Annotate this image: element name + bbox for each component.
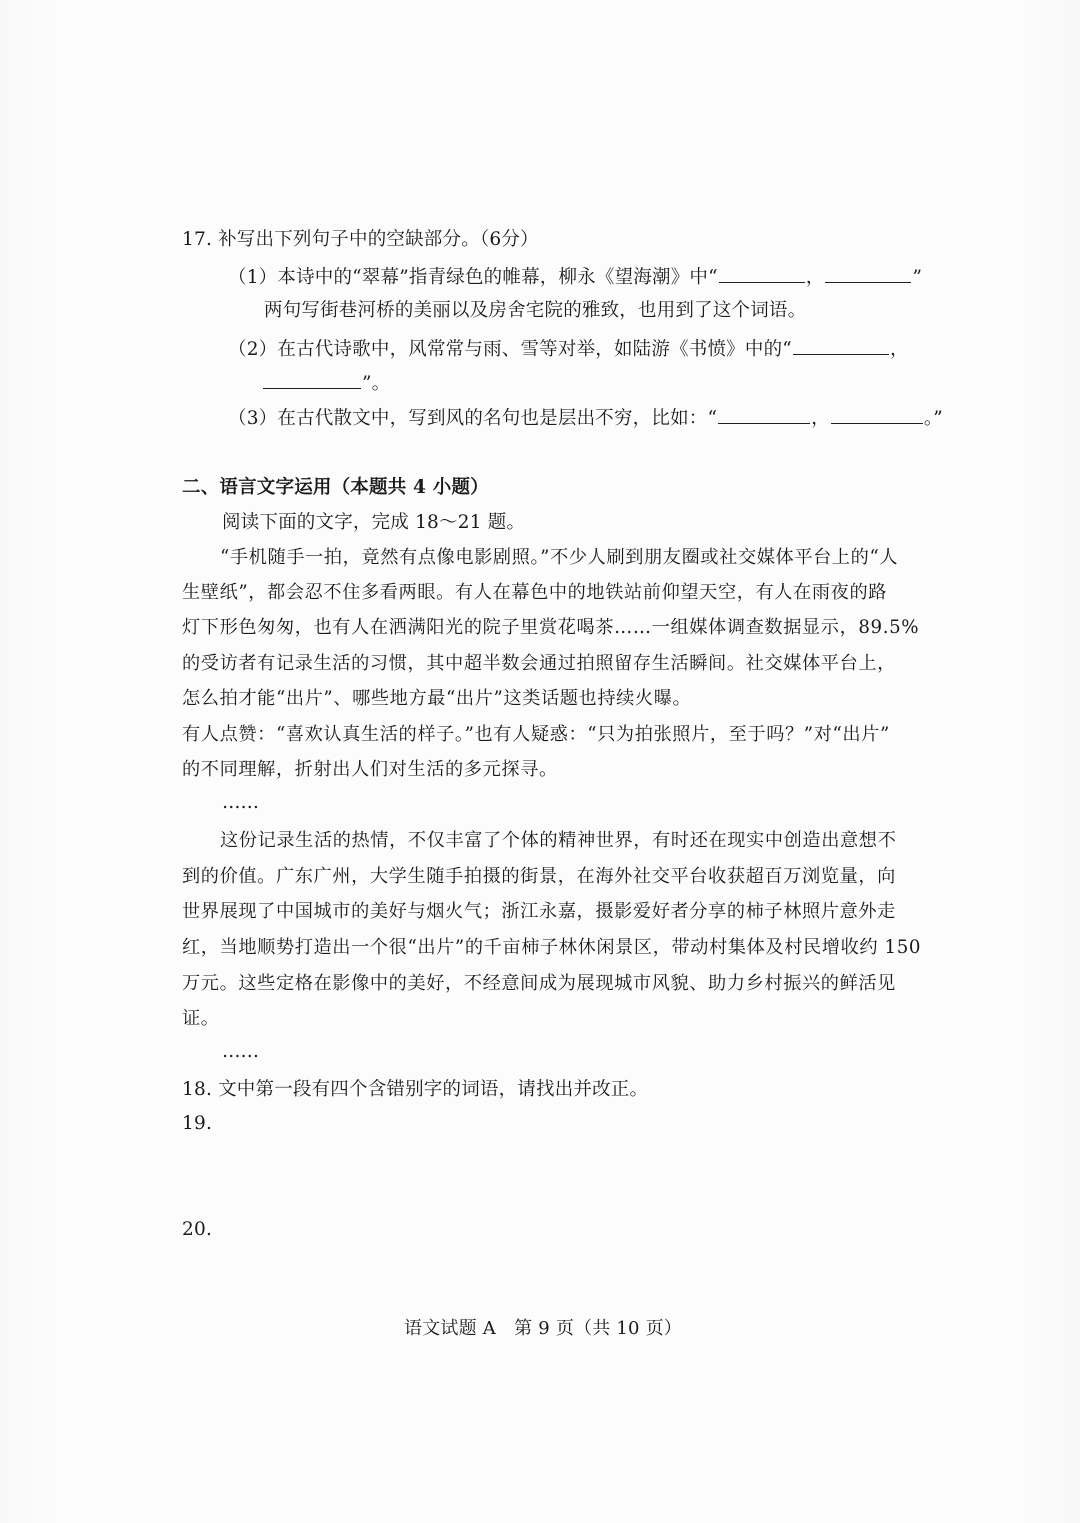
passage-line: 这份记录生活的热情，不仅丰富了个体的精神世界，有时还在现实中创造出意想不 — [220, 830, 897, 851]
close-quote: ” — [912, 267, 923, 288]
answer-blank[interactable] — [719, 264, 805, 283]
passage-line: 到的价值。广东广州，大学生随手拍摄的街景，在海外社交平台收获超百万浏览量，向 — [182, 866, 896, 887]
passage-line: 的不同理解，折射出人们对生活的多元探寻。 — [182, 759, 558, 780]
q17-item3-text: （3）在古代散文中，写到风的名句也是层出不穷，比如：“ — [228, 408, 718, 429]
passage-line: “手机随手一拍，竟然有点像电影剧照。”不少人刷到朋友圈或社交媒体平台上的“人 — [220, 547, 899, 568]
passage-line: 证。 — [182, 1008, 220, 1029]
ellipsis: …… — [222, 1041, 259, 1062]
q17-item2-line1 — [228, 336, 909, 363]
close-quote: 。” — [923, 408, 943, 429]
passage-line: 怎么拍才能“出片”、哪些地方最“出片”这类话题也持续火曝。 — [182, 688, 692, 709]
close-quote: ”。 — [362, 373, 391, 394]
section-heading: 二、语言文字运用（本题共 4 小题） — [182, 477, 489, 498]
q20-number: 20. — [182, 1219, 213, 1240]
page-footer: 语文试题 A 第 9 页（共 10 页） — [404, 1318, 682, 1339]
answer-blank[interactable] — [825, 264, 911, 283]
passage-line: 红，当地顺势打造出一个很“出片”的千亩柿子林休闲景区，带动村集体及村民增收约 150 — [182, 937, 922, 958]
passage-line: 的受访者有记录生活的习惯，其中超半数会通过拍照留存生活瞬间。社交媒体平台上， — [182, 653, 896, 674]
section-instruction: 阅读下面的文字，完成 18～21 题。 — [222, 512, 526, 533]
comma: ， — [805, 267, 825, 288]
q17-item2-text: （2）在古代诗歌中，风常常与雨、雪等对举，如陆游《书愤》中的“ — [228, 339, 792, 360]
comma: ， — [889, 339, 909, 360]
passage-line: 万元。这些定格在影像中的美好，不经意间成为展现城市风貌、助力乡村振兴的鲜活见 — [182, 973, 896, 994]
answer-blank[interactable] — [831, 405, 923, 424]
passage-line: 生壁纸”，都会忍不住多看两眼。有人在幕色中的地铁站前仰望天空，有人在雨夜的路 — [182, 582, 888, 603]
q17-item1-text: （1）本诗中的“翠幕”指青绿色的帷幕，柳永《望海潮》中“ — [228, 267, 718, 288]
q19-number: 19. — [182, 1113, 213, 1134]
q17-item1-line1 — [228, 264, 922, 291]
q17-title: 17. 补写出下列句子中的空缺部分。（6分） — [182, 229, 539, 250]
comma: ， — [811, 408, 830, 429]
passage-line: 有人点赞：“喜欢认真生活的样子。”也有人疑惑：“只为拍张照片，至于吗？”对“出片” — [182, 724, 890, 745]
passage-line: 世界展现了中国城市的美好与烟火气；浙江永嘉，摄影爱好者分享的柿子林照片意外走 — [182, 901, 896, 922]
passage-line: 灯下形色匆匆，也有人在洒满阳光的院子里赏花喝茶……一组媒体调查数据显示，89.5% — [182, 617, 920, 638]
q17-item3 — [228, 405, 943, 432]
answer-blank[interactable] — [718, 405, 810, 424]
q17-item2-line2 — [262, 370, 390, 397]
answer-blank[interactable] — [263, 370, 361, 389]
answer-blank[interactable] — [793, 336, 889, 355]
ellipsis: …… — [222, 792, 259, 813]
q17-item1-line2: 两句写街巷河桥的美丽以及房舍宅院的雅致，也用到了这个词语。 — [264, 300, 807, 321]
q18-text: 18. 文中第一段有四个含错别字的词语，请找出并改正。 — [182, 1079, 649, 1100]
